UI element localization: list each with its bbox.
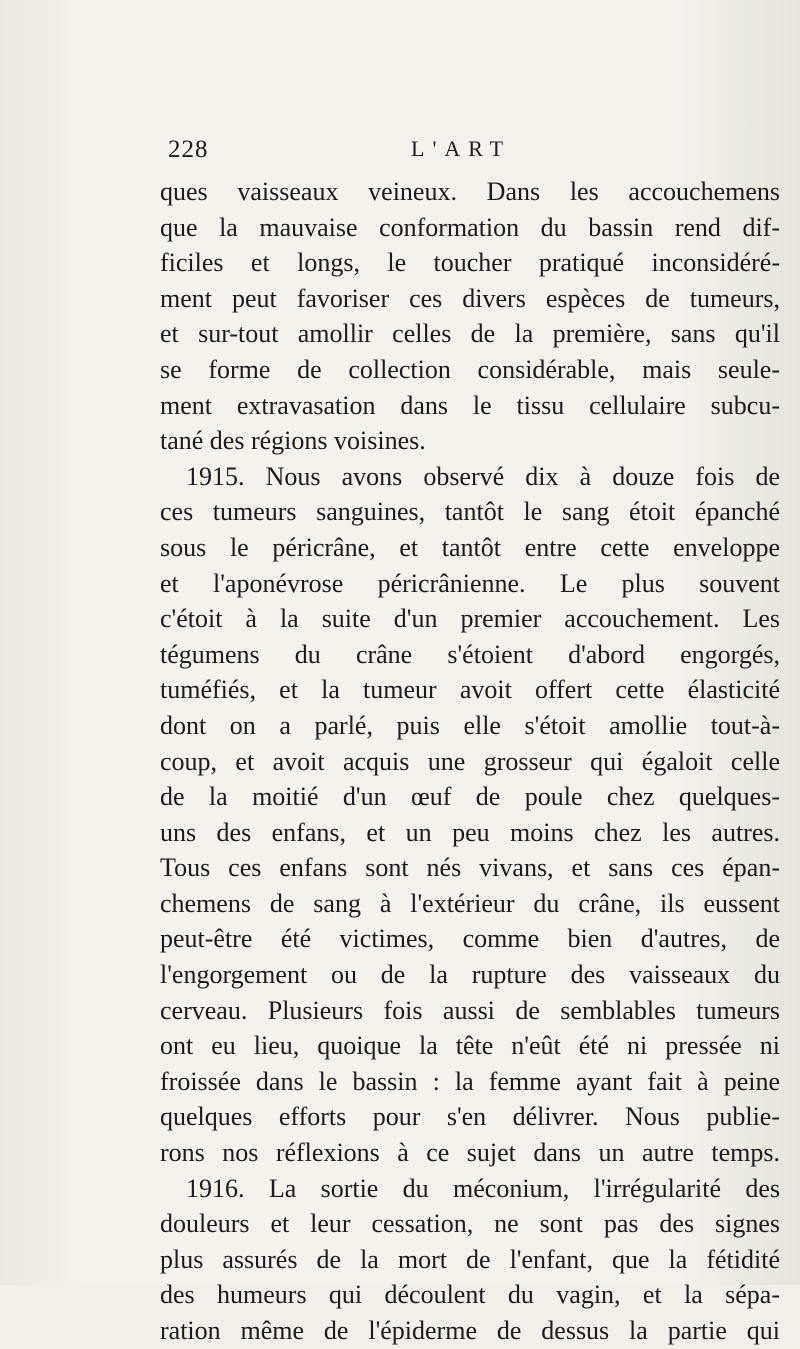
text-line: et sur-tout amollir celles de la première, sans qu'il	[160, 319, 780, 349]
body-text	[160, 174, 780, 1349]
text-line: que la mauvaise conformation du bassin rend dif-	[160, 212, 780, 242]
text-line: sous le péricrâne, et tantôt entre cette enveloppe	[160, 532, 780, 562]
text-line: chemens de sang à l'extérieur du crâne, ils eussent	[160, 888, 780, 918]
text-line: uns des enfans, et un peu moins chez les autres.	[160, 817, 780, 847]
text-line: dont on a parlé, puis elle s'étoit amollie tout-à-	[160, 710, 780, 740]
text-line: tégumens du crâne s'étoient d'abord engorgés,	[160, 639, 780, 669]
text-line: et l'aponévrose péricrânienne. Le plus souvent	[160, 568, 780, 598]
text-line: tuméfiés, et la tumeur avoit offert cette élasticité	[160, 675, 780, 705]
text-line: ques vaisseaux veineux. Dans les accouchemens	[160, 177, 780, 206]
running-head: L'ART	[411, 136, 512, 161]
text-line: froissée dans le bassin : la femme ayant fait à peine	[160, 1066, 780, 1096]
text-line: tané des régions voisines.	[160, 426, 426, 456]
paragraph-start-1915: 1915. Nous avons observé dix à douze fois de	[186, 461, 780, 491]
text-line: c'étoit à la suite d'un premier accouchement. Les	[160, 604, 780, 634]
text-line: ment extravasation dans le tissu cellulaire subcu-	[160, 390, 780, 420]
text-line: se forme de collection considérable, mais seule-	[160, 354, 780, 384]
text-line: ration même de l'épiderme de dessus la partie qui	[160, 1316, 780, 1345]
text-line: rons nos réflexions à ce sujet dans un autre temps.	[160, 1138, 780, 1168]
text-line: plus assurés de la mort de l'enfant, que la fétidité	[160, 1244, 780, 1274]
text-line: ficiles et longs, le toucher pratiqué inconsidéré-	[160, 248, 780, 278]
text-line: de la moitié d'un œuf de poule chez quelques-	[160, 782, 780, 812]
text-line: ment peut favoriser ces divers espèces de tumeurs,	[160, 283, 780, 313]
page-header	[168, 136, 788, 172]
text-line: quelques efforts pour s'en délivrer. Nous publie-	[160, 1102, 780, 1132]
text-line: l'engorgement ou de la rupture des vaisseaux du	[160, 960, 780, 990]
text-line: douleurs et leur cessation, ne sont pas des signes	[160, 1209, 780, 1239]
text-line: des humeurs qui découlent du vagin, et la sépa-	[160, 1280, 780, 1310]
page-number: 228	[168, 136, 209, 163]
text-line: ont eu lieu, quoique la tête n'eût été ni pressée ni	[160, 1031, 780, 1061]
text-line: cerveau. Plusieurs fois aussi de semblables tumeurs	[160, 995, 780, 1025]
text-line: Tous ces enfans sont nés vivans, et sans ces épan-	[160, 853, 780, 883]
text-line: peut-être été victimes, comme bien d'autres, de	[160, 924, 780, 954]
paragraph-start-1916: 1916. La sortie du méconium, l'irrégularité des	[186, 1173, 780, 1203]
text-line: ces tumeurs sanguines, tantôt le sang étoit épanché	[160, 497, 780, 527]
text-line: coup, et avoit acquis une grosseur qui égaloit celle	[160, 746, 780, 776]
